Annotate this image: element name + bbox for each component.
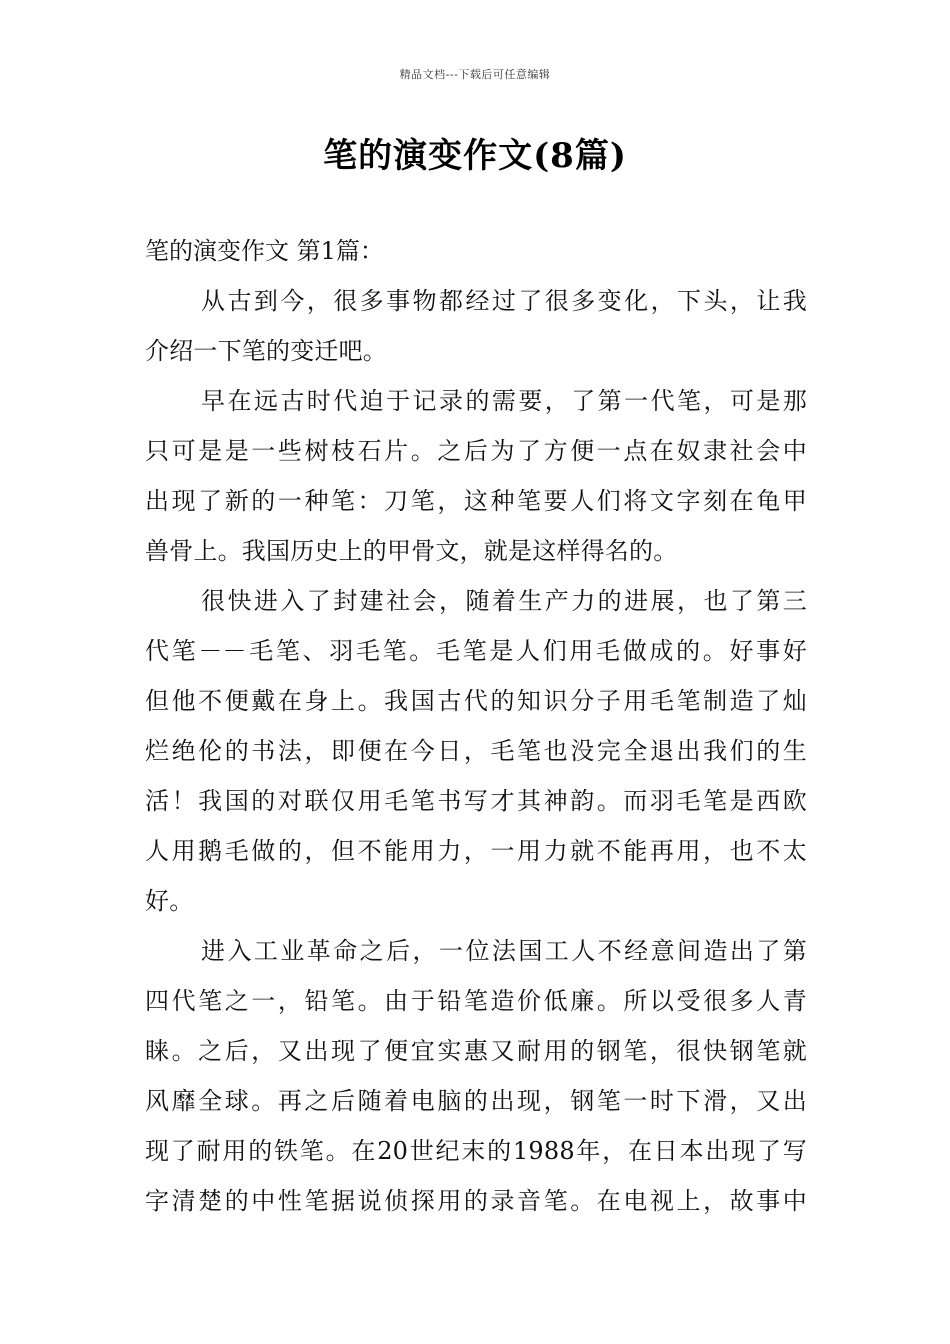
paragraph-3 <box>145 576 807 926</box>
paragraph-line: 睐。之后，又出现了便宜实惠又耐用的钢笔，很快钢笔就 <box>145 1037 807 1065</box>
paragraph-line: 活！我国的对联仅用毛笔书写才其神韵。而羽毛笔是西欧 <box>145 787 807 815</box>
paragraph-line: 只可是是一些树枝石片。之后为了方便一点在奴隶社会中 <box>145 437 807 465</box>
paragraph-2 <box>145 376 807 576</box>
paragraph-line: 出现了新的一种笔：刀笔，这种笔要人们将文字刻在龟甲 <box>145 487 807 515</box>
paragraph-4 <box>145 926 807 1226</box>
paragraph-line: 兽骨上。我国历史上的甲骨文，就是这样得名的。 <box>145 537 678 565</box>
paragraph-line: 风靡全球。再之后随着电脑的出现，钢笔一时下滑，又出 <box>145 1087 807 1115</box>
paragraph-line: 但他不便戴在身上。我国古代的知识分子用毛笔制造了灿 <box>145 687 807 715</box>
paragraph-line: 很快进入了封建社会，随着生产力的进展，也了第三 <box>201 587 807 615</box>
section-heading: 笔的演变作文 第1篇： <box>145 237 384 265</box>
paragraph-line: 进入工业革命之后，一位法国工人不经意间造出了第 <box>201 937 807 965</box>
paragraph-line: 人用鹅毛做的，但不能用力，一用力就不能再用，也不太 <box>145 837 807 865</box>
paragraph-line: 早在远古时代迫于记录的需要，了第一代笔，可是那 <box>201 387 807 415</box>
paragraph-line: 好。 <box>145 887 194 915</box>
paragraph-line: 现了耐用的铁笔。在20世纪末的1988年，在日本出现了写 <box>145 1137 807 1165</box>
document-title: 笔的演变作文(8篇) <box>323 136 627 176</box>
paragraph-line: 介绍一下笔的变迁吧。 <box>145 337 387 365</box>
paragraph-1 <box>145 276 807 376</box>
paragraph-line: 代笔－－毛笔、羽毛笔。毛笔是人们用毛做成的。好事好 <box>145 637 807 665</box>
paragraph-line: 烂绝伦的书法，即便在今日，毛笔也没完全退出我们的生 <box>145 737 807 765</box>
document-body <box>145 226 807 1226</box>
paragraph-line: 四代笔之一，铅笔。由于铅笔造价低廉。所以受很多人青 <box>145 987 807 1015</box>
paragraph-line: 字清楚的中性笔据说侦探用的录音笔。在电视上，故事中 <box>145 1187 807 1215</box>
document-header-note: 精品文档---下载后可任意编辑 <box>399 68 551 81</box>
paragraph-line: 从古到今，很多事物都经过了很多变化，下头，让我 <box>201 287 807 315</box>
